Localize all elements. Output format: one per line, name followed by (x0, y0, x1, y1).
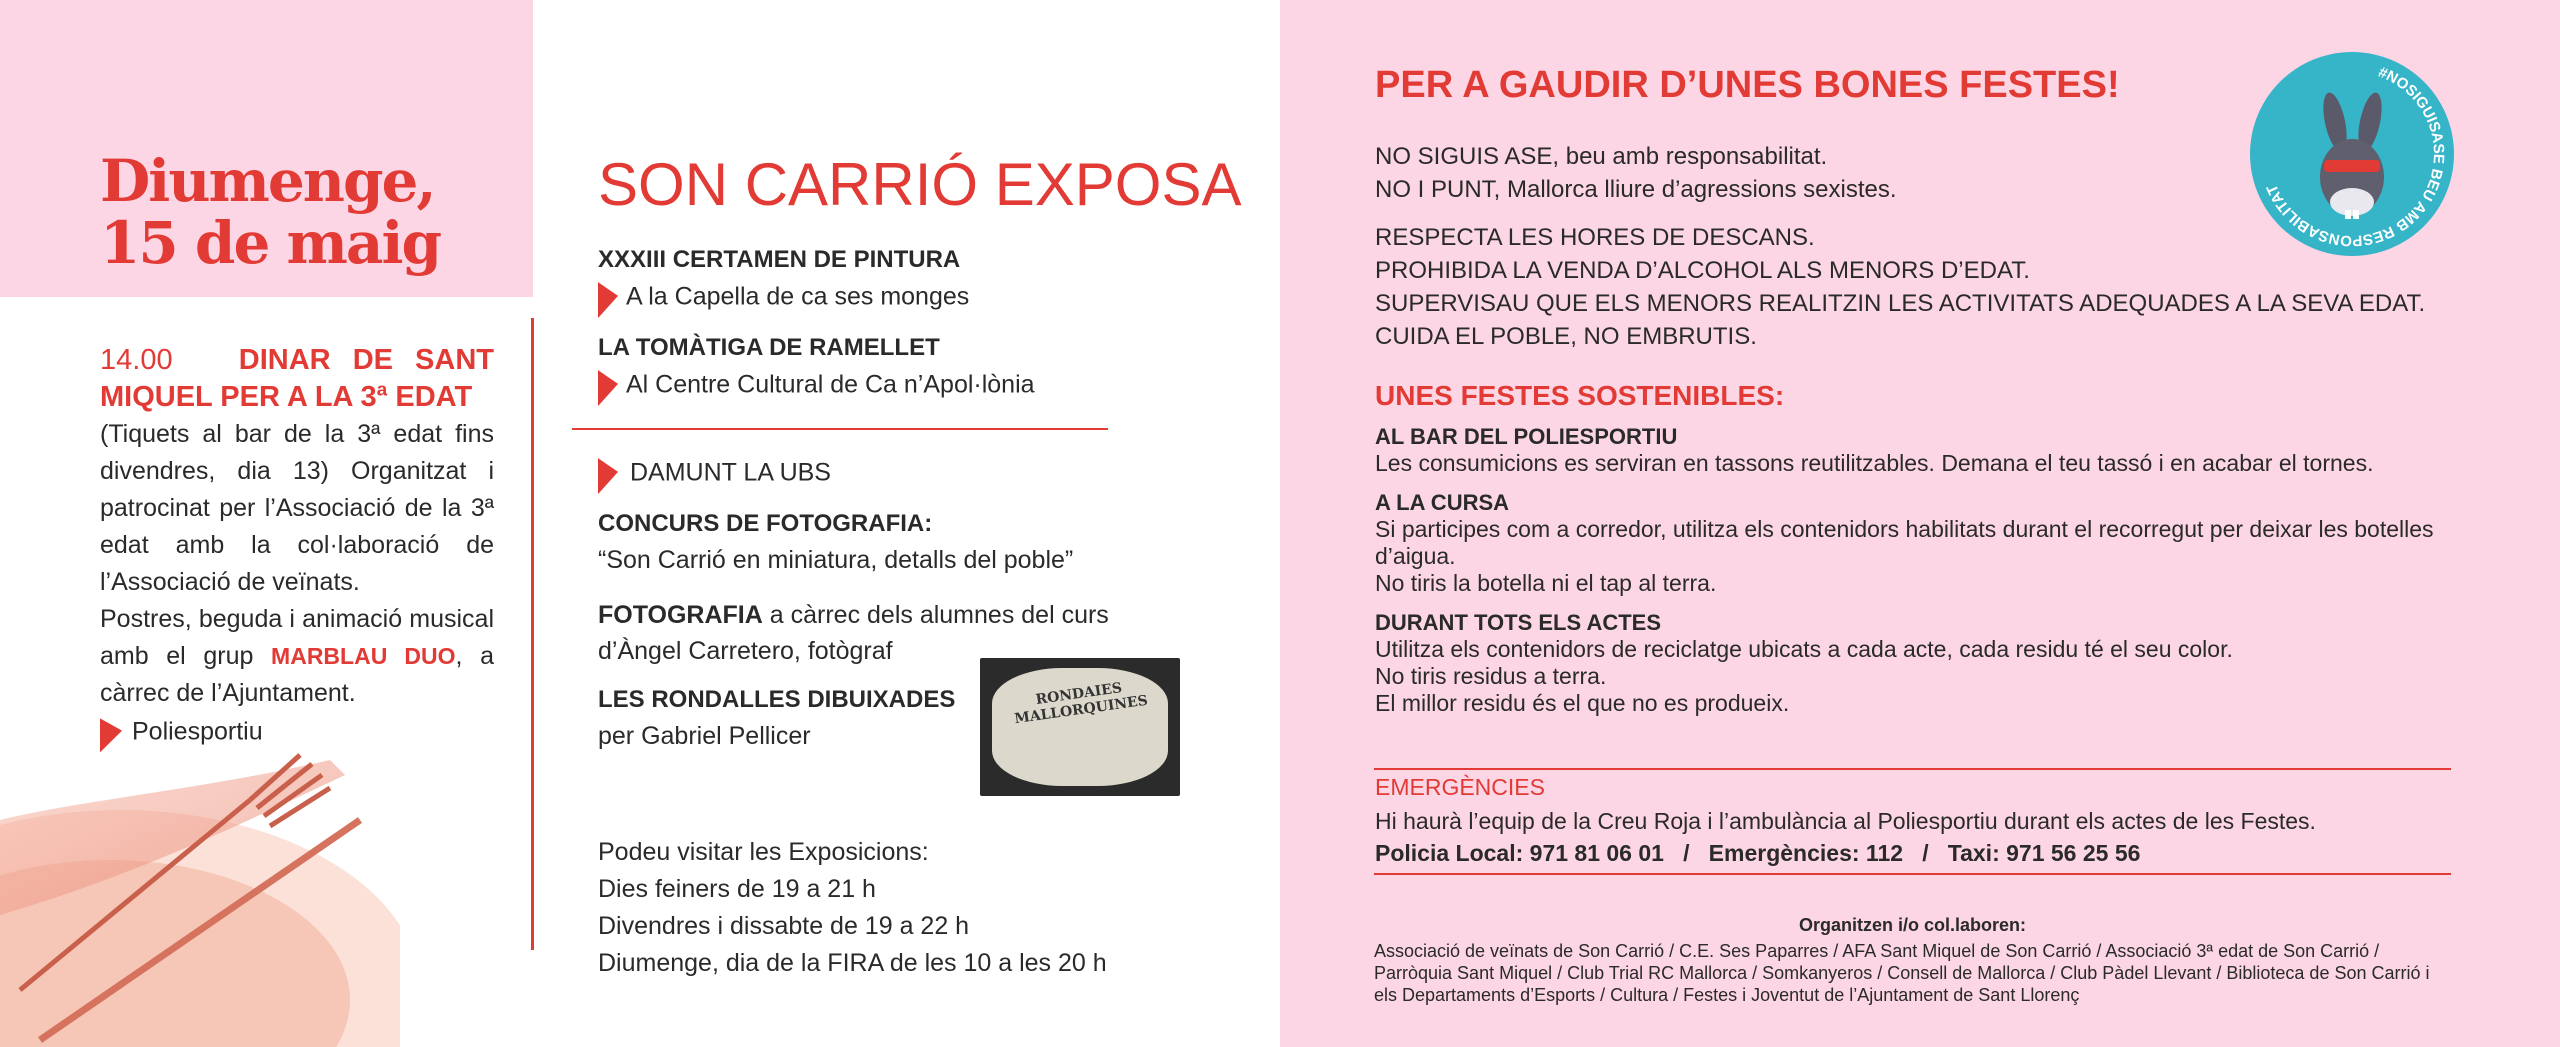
rondalles-author: per Gabriel Pellicer (598, 722, 811, 750)
organizers-list: Associació de veïnats de Son Carrió / C.E. Ses Paparres / AFA Sant Miquel de Son Carrió / Associació 3ª edat de Son Carrió / Parròquia Sant Miquel / Club Trial RC Mallorca / Somkanyeros / Consell de Mallorca / Club Pàdel Llevant / Biblioteca de Son Carrió i els Departaments d’Esports / Cultura / Festes i Joventut de l’Ajuntament de Sant Llorenç (1374, 941, 2430, 1005)
emergency-title: EMERGÈNCIES (1375, 774, 1545, 800)
date-heading (100, 147, 530, 277)
event-title: DINAR DE SANT MIQUEL PER A LA 3ª EDAT (100, 344, 494, 413)
date-heading-line1: Diumenge, (100, 147, 435, 215)
organizers-title: Organitzen i/o col.laboren: (1798, 915, 2027, 935)
photo-contest-subtitle: “Son Carrió en miniatura, detalls del poble” (598, 546, 1074, 574)
sustainable-title: UNES FESTES SOSTENIBLES: (1375, 380, 1785, 411)
band-name: MARBLAU DUO (271, 643, 456, 669)
date-heading-line2: 15 de maig (100, 209, 441, 277)
festival-advice-title: PER A GAUDIR D’UNES BONES FESTES! (1375, 64, 2120, 106)
bar-section: AL BAR DEL POLIESPORTIU Les consumicions es serviran en tassons reutilitzables. Demana el teu tassó i en acabar el tornes. (1375, 424, 2374, 476)
advice-block-1: NO SIGUIS ASE, beu amb responsabilitat. NO I PUNT, Mallorca lliure d’agressions sexistes. (1375, 143, 1897, 203)
postcard-title: RONDAIES MALLORQUINES (1013, 680, 1149, 728)
column-divider (531, 318, 534, 950)
exhibitions-title: SON CARRIÓ EXPOSA (598, 151, 1242, 218)
plate-fork-illustration (0, 740, 400, 1047)
rondalles-postcard-image (980, 658, 1180, 796)
event-description: (Tiquets al bar de la 3ª edat fins divendres, dia 13) Organitzat i patrocinat per l’Associació de la 3ª edat amb la col·laboració de l’Associació de veïnats. (100, 420, 494, 596)
painting-contest-title: XXXIII CERTAMEN DE PINTURA (598, 246, 961, 273)
event-heading (100, 342, 494, 416)
lunch-event (100, 342, 494, 712)
tomatiga-title: LA TOMÀTIGA DE RAMELLET (598, 334, 940, 361)
race-section: A LA CURSA Si participes com a corredor, utilitza els contenidors habilitats durant el recorregut per deixar les botelles d’aigua. No tiris la botella ni el tap al terra. (1375, 490, 2434, 596)
ubs-place: DAMUNT LA UBS (598, 456, 831, 492)
rondalles-title: LES RONDALLES DIBUIXADES (598, 686, 956, 713)
svg-text:#NOSIGUISASE BEU AMB RESPONSAB: #NOSIGUISASE BEU AMB RESPONSABILITAT (2263, 63, 2448, 250)
advice-block-2: RESPECTA LES HORES DE DESCANS. PROHIBIDA LA VENDA D’ALCOHOL ALS MENORS D’EDAT. SUPERVISAU QUE ELS MENORS REALITZIN LES ACTIVITATS ADEQUADES A LA SEVA EDAT. CUIDA EL POBLE, NO EMBRUTIS. (1375, 224, 2426, 350)
arrow-icon (598, 278, 618, 318)
arrow-icon (598, 366, 618, 406)
location-text: Poliesportiu (132, 717, 263, 746)
photography-item: FOTOGRAFIA a càrrec dels alumnes del curs d’Àngel Carretero, fotògraf (598, 601, 1109, 665)
all-events-section: DURANT TOTS ELS ACTES Utilitza els contenidors de reciclatge ubicats a cada acte, cada residu té el seu color. No tiris residus a terra. El millor residu és el que no es produeix. (1375, 610, 2233, 716)
emergency-bottom-rule (1374, 873, 2451, 875)
emergency-phones: Policia Local: 971 81 06 01 / Emergències: 112 / Taxi: 971 56 25 56 (1375, 840, 2141, 866)
emergency-top-rule (1374, 768, 2451, 770)
visiting-hours: Podeu visitar les Exposicions: Dies feiners de 19 a 21 h Divendres i dissabte de 19 a 22 h Diumenge, dia de la FIRA de les 10 a les 20 h (598, 838, 1107, 977)
arrow-icon (598, 454, 618, 494)
event-time: 14.00 (100, 344, 173, 376)
emergency-text: Hi haurà l’equip de la Creu Roja i l’ambulància al Poliesportiu durant els actes de les Festes. (1375, 808, 2316, 834)
section-divider (572, 428, 1108, 430)
tomatiga-place: Al Centre Cultural de Ca n’Apol·lònia (598, 368, 1035, 404)
event-music: Postres, beguda i animació musical amb el grup MARBLAU DUO, a càrrec de l’Ajuntament. (100, 605, 494, 707)
painting-contest-place: A la Capella de ca ses monges (598, 280, 969, 316)
photo-contest-title: CONCURS DE FOTOGRAFIA: (598, 510, 933, 537)
